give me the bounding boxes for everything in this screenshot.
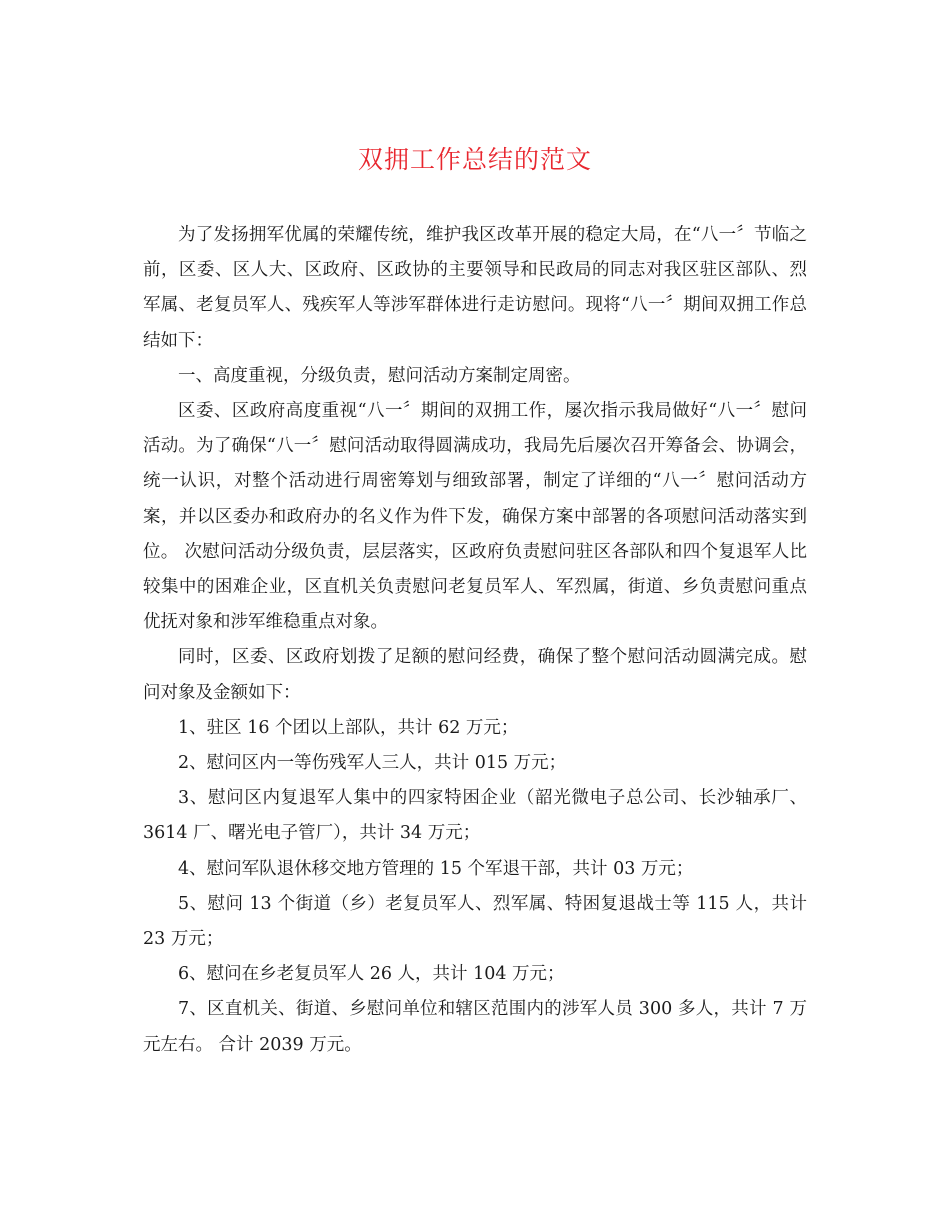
list-item: 4、慰问军队退休移交地方管理的 15 个军退干部，共计 03 万元； <box>178 858 694 879</box>
document-body <box>143 218 807 1063</box>
list-item: 2、慰问区内一等伤残军人三人，共计 015 万元； <box>178 753 567 774</box>
document-title: 双拥工作总结的范文 <box>357 145 592 174</box>
paragraph-funding: 同时，区委、区政府划拨了足额的慰问经费，确保了整个慰问活动圆满完成。慰问对象及金额如下： <box>143 647 807 703</box>
list-item: 5、慰问 13 个街道（乡）老复员军人、烈军属、特困复退战士等 115 人，共计 23 万元； <box>143 893 807 950</box>
list-item: 7、区直机关、街道、乡慰问单位和辖区范围内的涉军人员 300 多人，共计 7 万元左右。 合计 2039 万元。 <box>143 999 807 1055</box>
section-heading-1: 一、高度重视，分级负责，慰问活动方案制定周密。 <box>178 365 581 386</box>
paragraph-planning: 区委、区政府高度重视“八一〞期间的双拥工作，屡次指示我局做好“八一〞慰问活动。为了确保“八一〞慰问活动取得圆满成功，我局先后屡次召开筹备会、协调会，统一认识，对整个活动进行周密筹划与细致部署，制定了详细的“八一〞慰问活动方案，并以区委办和政府办的名义作为件下发，确保方案中部署的各项慰问活动落实到位。 次慰问活动分级负责，层层落实，区政府负责慰问驻区各部队和四个复退军人比较集中的困难企业，区直机关负责慰问老复员军人、军烈属，街道、乡负责慰问重点优抚对象和涉军维稳重点对象。 <box>143 401 807 633</box>
list-item: 1、驻区 16 个团以上部队，共计 62 万元； <box>178 717 519 738</box>
list-item: 6、慰问在乡老复员军人 26 人，共计 104 万元； <box>178 964 565 985</box>
paragraph-intro: 为了发扬拥军优属的荣耀传统，维护我区改革开展的稳定大局，在“八一〞节临之前，区委、区人大、区政府、区政协的主要领导和民政局的同志对我区驻区部队、烈军属、老复员军人、残疾军人等涉军群体进行走访慰问。现将“八一〞期间双拥工作总结如下： <box>143 225 807 351</box>
list-item: 3、慰问区内复退军人集中的四家特困企业（韶光微电子总公司、长沙轴承厂、3614 厂、曙光电子管厂），共计 34 万元； <box>143 788 807 844</box>
